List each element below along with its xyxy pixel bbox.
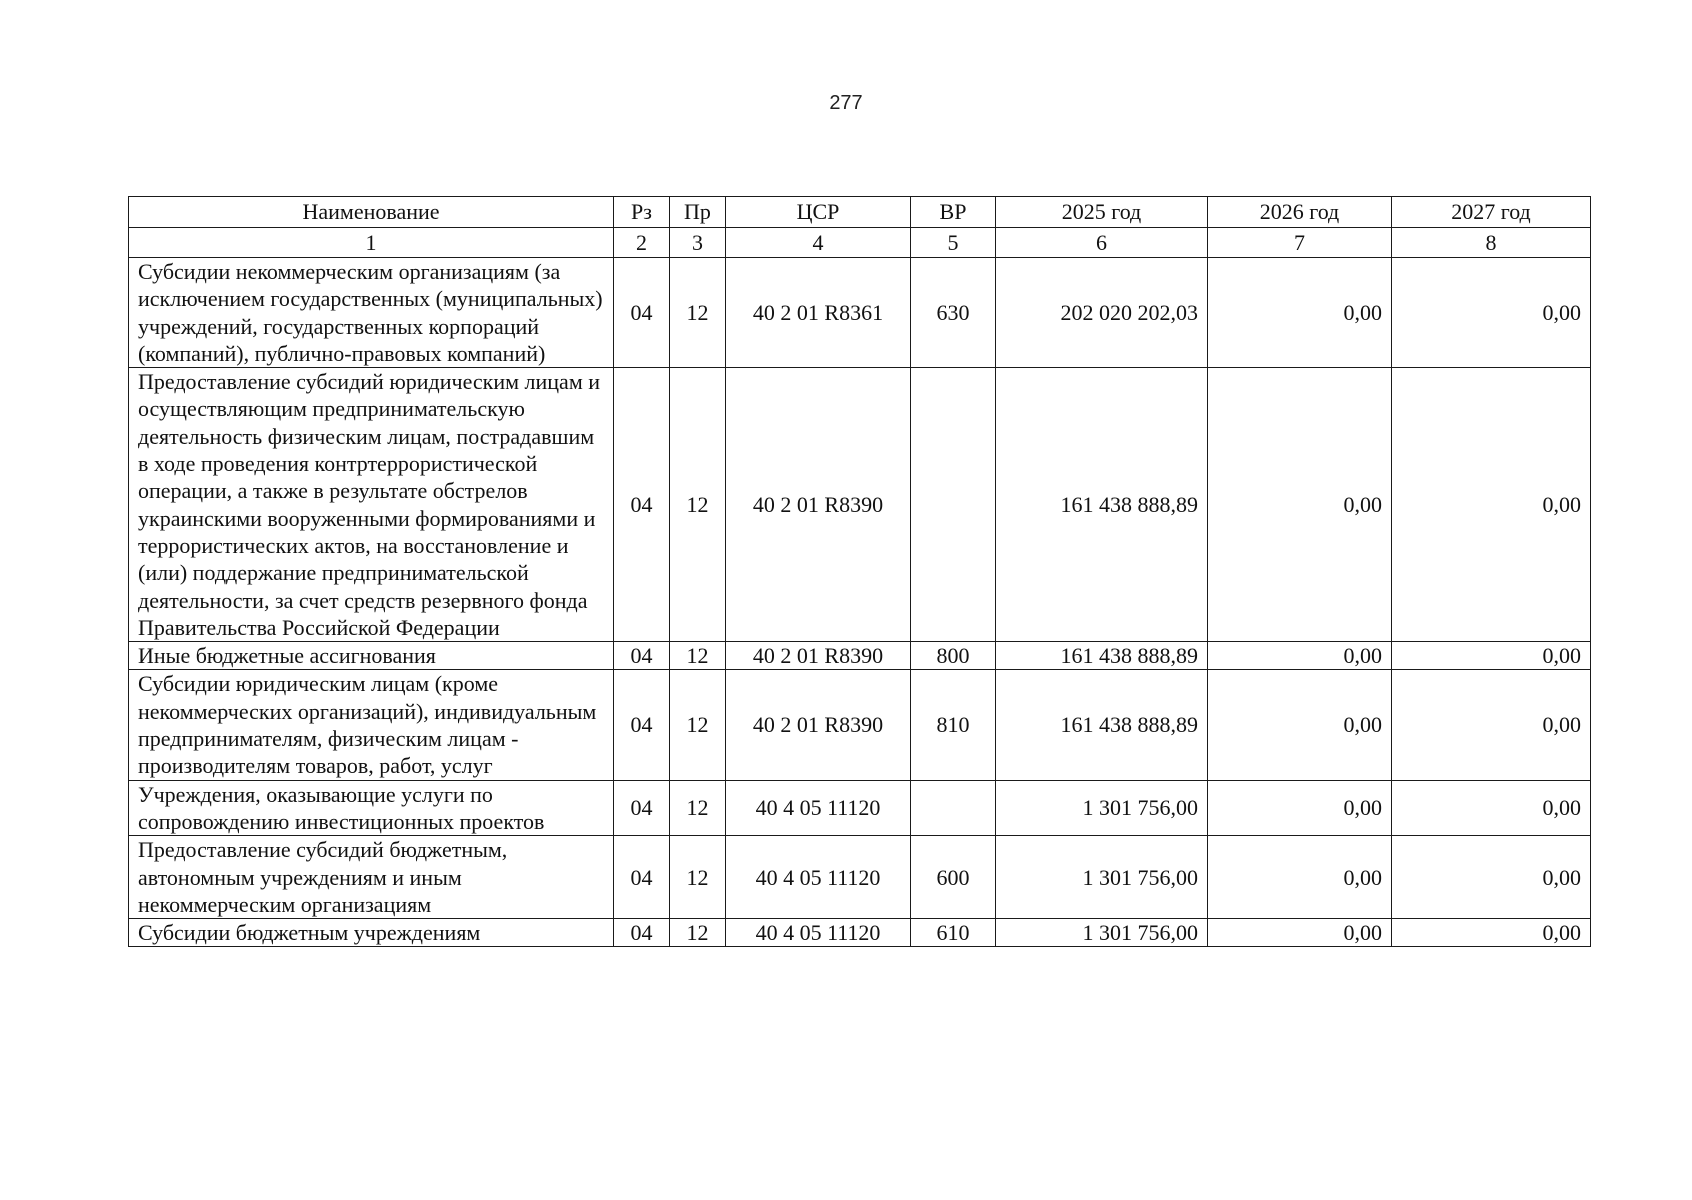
row-csr: 40 2 01 R8361	[726, 258, 911, 368]
column-number: 4	[726, 228, 911, 258]
row-pr: 12	[670, 368, 726, 642]
row-2025: 1 301 756,00	[996, 780, 1208, 836]
row-2027: 0,00	[1392, 258, 1591, 368]
row-name: Иные бюджетные ассигнования	[129, 642, 614, 670]
table-row	[129, 258, 1591, 368]
row-rz: 04	[614, 368, 670, 642]
row-2026: 0,00	[1208, 642, 1392, 670]
row-pr: 12	[670, 670, 726, 780]
page-number: 277	[829, 92, 863, 114]
row-rz: 04	[614, 919, 670, 947]
row-rz: 04	[614, 670, 670, 780]
row-csr: 40 2 01 R8390	[726, 670, 911, 780]
header-vr: ВР	[911, 197, 996, 228]
row-name: Предоставление субсидий юридическим лицам и осуществляющим предпринимательскую деятельность физическим лицам, пострадавшим в ходе проведения контртеррористической операции, а также в результате обстрелов украинскими вооруженными формированиями и террористических актов, на восстановление и (или) поддержание предпринимательской деятельности, за счет средств резервного фонда Правительства Российской Федерации	[129, 368, 614, 642]
row-vr: 610	[911, 919, 996, 947]
table-row	[129, 780, 1591, 836]
header-name: Наименование	[129, 197, 614, 228]
row-rz: 04	[614, 642, 670, 670]
row-csr: 40 4 05 11120	[726, 919, 911, 947]
row-vr: 630	[911, 258, 996, 368]
row-2026: 0,00	[1208, 670, 1392, 780]
row-csr: 40 4 05 11120	[726, 836, 911, 919]
row-csr: 40 4 05 11120	[726, 780, 911, 836]
row-pr: 12	[670, 258, 726, 368]
row-2026: 0,00	[1208, 780, 1392, 836]
row-2026: 0,00	[1208, 836, 1392, 919]
row-2025: 202 020 202,03	[996, 258, 1208, 368]
row-csr: 40 2 01 R8390	[726, 368, 911, 642]
header-pr: Пр	[670, 197, 726, 228]
row-pr: 12	[670, 919, 726, 947]
row-name: Субсидии бюджетным учреждениям	[129, 919, 614, 947]
row-2027: 0,00	[1392, 780, 1591, 836]
column-number: 6	[996, 228, 1208, 258]
row-name: Предоставление субсидий бюджетным, автономным учреждениям и иным некоммерческим организациям	[129, 836, 614, 919]
budget-table	[128, 196, 1591, 947]
table-row	[129, 919, 1591, 947]
column-number: 1	[129, 228, 614, 258]
row-2025: 161 438 888,89	[996, 670, 1208, 780]
column-number-row	[129, 228, 1591, 258]
row-2026: 0,00	[1208, 919, 1392, 947]
row-csr: 40 2 01 R8390	[726, 642, 911, 670]
row-2026: 0,00	[1208, 368, 1392, 642]
row-name: Субсидии некоммерческим организациям (за исключением государственных (муниципальных) учреждений, государственных корпораций (компаний), публично-правовых компаний)	[129, 258, 614, 368]
row-2027: 0,00	[1392, 642, 1591, 670]
row-rz: 04	[614, 836, 670, 919]
column-number: 2	[614, 228, 670, 258]
header-row	[129, 197, 1591, 228]
row-2026: 0,00	[1208, 258, 1392, 368]
column-number: 5	[911, 228, 996, 258]
column-number: 8	[1392, 228, 1591, 258]
row-vr: 810	[911, 670, 996, 780]
header-2027: 2027 год	[1392, 197, 1591, 228]
row-2025: 1 301 756,00	[996, 919, 1208, 947]
row-2027: 0,00	[1392, 368, 1591, 642]
row-2027: 0,00	[1392, 919, 1591, 947]
row-2027: 0,00	[1392, 670, 1591, 780]
table-row	[129, 836, 1591, 919]
column-number: 3	[670, 228, 726, 258]
row-vr	[911, 368, 996, 642]
row-2027: 0,00	[1392, 836, 1591, 919]
row-2025: 1 301 756,00	[996, 836, 1208, 919]
header-rz: Рз	[614, 197, 670, 228]
header-2026: 2026 год	[1208, 197, 1392, 228]
column-number: 7	[1208, 228, 1392, 258]
row-pr: 12	[670, 780, 726, 836]
table-row	[129, 670, 1591, 780]
row-2025: 161 438 888,89	[996, 642, 1208, 670]
row-name: Субсидии юридическим лицам (кроме некоммерческих организаций), индивидуальным предпринимателям, физическим лицам - производителям товаров, работ, услуг	[129, 670, 614, 780]
header-csr: ЦСР	[726, 197, 911, 228]
table-row	[129, 368, 1591, 642]
row-pr: 12	[670, 642, 726, 670]
row-rz: 04	[614, 780, 670, 836]
row-vr: 800	[911, 642, 996, 670]
row-pr: 12	[670, 836, 726, 919]
table-row	[129, 642, 1591, 670]
row-name: Учреждения, оказывающие услуги по сопровождению инвестиционных проектов	[129, 780, 614, 836]
row-vr	[911, 780, 996, 836]
row-rz: 04	[614, 258, 670, 368]
row-2025: 161 438 888,89	[996, 368, 1208, 642]
header-2025: 2025 год	[996, 197, 1208, 228]
row-vr: 600	[911, 836, 996, 919]
